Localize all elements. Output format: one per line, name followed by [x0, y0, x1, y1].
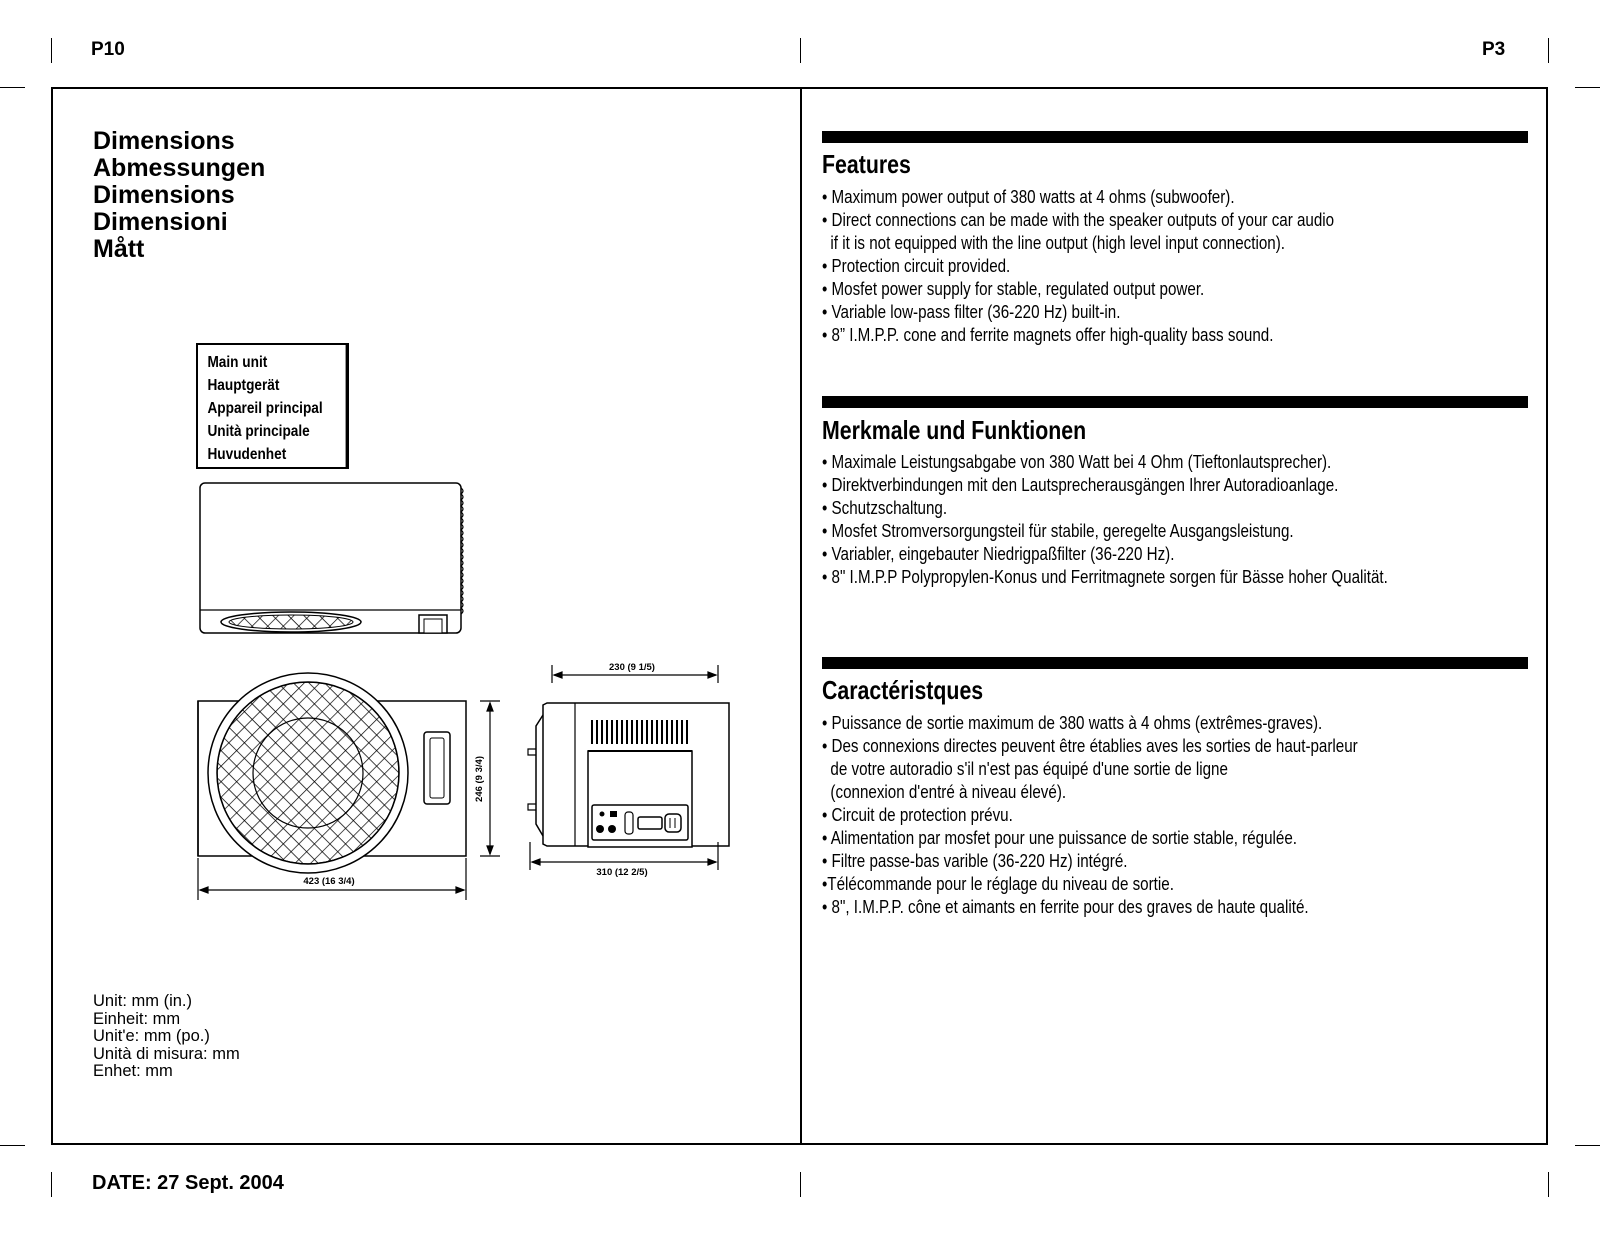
- list-item: • Mosfet Stromversorgungsteil für stabile, geregelte Ausgangsleistung.: [822, 520, 1294, 541]
- unit-line: Enhet: mm: [93, 1062, 173, 1080]
- main-unit-label: Main unit: [207, 354, 268, 371]
- list-item: • Maximale Leistungsabgabe von 380 Watt bei 4 Ohm (Tieftonlautsprecher).: [822, 451, 1332, 472]
- height-dimension-label: 246 (9 3/4): [474, 756, 485, 802]
- crop-mark: [51, 1172, 52, 1197]
- crop-mark: [1575, 1145, 1600, 1146]
- list-item: •Télécommande pour le réglage du niveau de sortie.: [822, 873, 1174, 894]
- dimensions-title-sv: Mått: [93, 235, 145, 263]
- list-item: • Direktverbindungen mit den Lautsprecherausgängen Ihrer Autoradioanlage.: [822, 474, 1339, 495]
- main-unit-label: Hauptgerät: [207, 377, 280, 394]
- list-item: • Direct connections can be made with the speaker outputs of your car audio: [822, 209, 1335, 230]
- list-item: (connexion d'entré à niveau élevé).: [822, 781, 1067, 802]
- page-divider: [800, 87, 802, 1145]
- list-item: • Variable low-pass filter (36-220 Hz) built-in.: [822, 301, 1121, 322]
- dimensions-title-fr: Dimensions: [93, 181, 235, 209]
- page-number-right: P3: [1482, 39, 1506, 60]
- crop-mark: [0, 87, 25, 88]
- list-item: • Maximum power output of 380 watts at 4 ohms (subwoofer).: [822, 186, 1235, 207]
- section-bar: [822, 131, 1528, 143]
- dimensions-title-it: Dimensioni: [93, 208, 228, 236]
- unit-line: Unit'e: mm (po.): [93, 1027, 210, 1045]
- crop-mark: [51, 38, 52, 63]
- list-item: • 8" I.M.P.P Polypropylen-Konus und Ferritmagnete sorgen für Bässe hoher Qualität.: [822, 566, 1388, 587]
- crop-mark: [1575, 87, 1600, 88]
- list-item: • Schutzschaltung.: [822, 497, 948, 518]
- crop-mark: [1548, 1172, 1549, 1197]
- section-bar: [822, 657, 1528, 669]
- caracteristiques-list: [822, 711, 1358, 918]
- list-item: • Protection circuit provided.: [822, 255, 1011, 276]
- unit-line: Unit: mm (in.): [93, 992, 192, 1010]
- list-item: if it is not equipped with the line output (high level input connection).: [822, 232, 1285, 253]
- dimensions-titles: [93, 128, 265, 263]
- list-item: • Puissance de sortie maximum de 380 watts à 4 ohms (extrêmes-graves).: [822, 712, 1323, 733]
- front-view: [198, 673, 466, 873]
- crop-mark: [1548, 38, 1549, 63]
- main-unit-label: Unità principale: [207, 423, 310, 440]
- crop-mark: [800, 1172, 801, 1197]
- crop-mark: [800, 38, 801, 63]
- main-unit-label: Huvudenhet: [207, 446, 287, 463]
- crop-mark: [0, 1145, 25, 1146]
- side-length-dimension-label: 310 (12 2/5): [596, 867, 648, 878]
- side-view: [528, 703, 729, 847]
- list-item: • Filtre passe-bas varible (36-220 Hz) intégré.: [822, 850, 1128, 871]
- caracteristiques-title: Caractéristques: [822, 675, 984, 705]
- list-item: • 8” I.M.P.P. cone and ferrite magnets offer high-quality bass sound.: [822, 324, 1274, 345]
- main-unit-label: Appareil principal: [207, 400, 323, 417]
- list-item: • 8", I.M.P.P. cône et aimants en ferrite pour des graves de haute qualité.: [822, 896, 1309, 917]
- page-number-left: P10: [91, 39, 125, 60]
- features-list: [822, 185, 1334, 346]
- dimensions-title-de: Abmessungen: [93, 154, 266, 182]
- width-dimension-label: 423 (16 3/4): [303, 876, 355, 887]
- merkmale-title: Merkmale und Funktionen: [822, 415, 1087, 445]
- print-date: DATE: 27 Sept. 2004: [92, 1172, 284, 1194]
- unit-line: Unità di misura: mm: [93, 1044, 240, 1063]
- list-item: de votre autoradio s'il n'est pas équipé d'une sortie de ligne: [822, 758, 1228, 779]
- main-unit-box-border: [196, 343, 349, 469]
- top-view: [200, 483, 463, 633]
- units-list: [93, 993, 240, 1081]
- unit-dimension-drawing: [190, 470, 730, 910]
- section-bar: [822, 396, 1528, 408]
- features-title: Features: [822, 149, 911, 179]
- depth-dimension-label: 230 (9 1/5): [609, 662, 655, 673]
- list-item: • Des connexions directes peuvent être établies aves les sorties de haut-parleur: [822, 735, 1358, 756]
- dimensions-title-en: Dimensions: [93, 127, 235, 155]
- unit-line: Einheit: mm: [93, 1009, 181, 1028]
- list-item: • Alimentation par mosfet pour une puissance de sortie stable, régulée.: [822, 827, 1298, 848]
- merkmale-list: [822, 450, 1388, 588]
- list-item: • Variabler, eingebauter Niedrigpaßfilter (36-220 Hz).: [822, 543, 1175, 564]
- list-item: • Circuit de protection prévu.: [822, 804, 1013, 825]
- list-item: • Mosfet power supply for stable, regulated output power.: [822, 278, 1205, 299]
